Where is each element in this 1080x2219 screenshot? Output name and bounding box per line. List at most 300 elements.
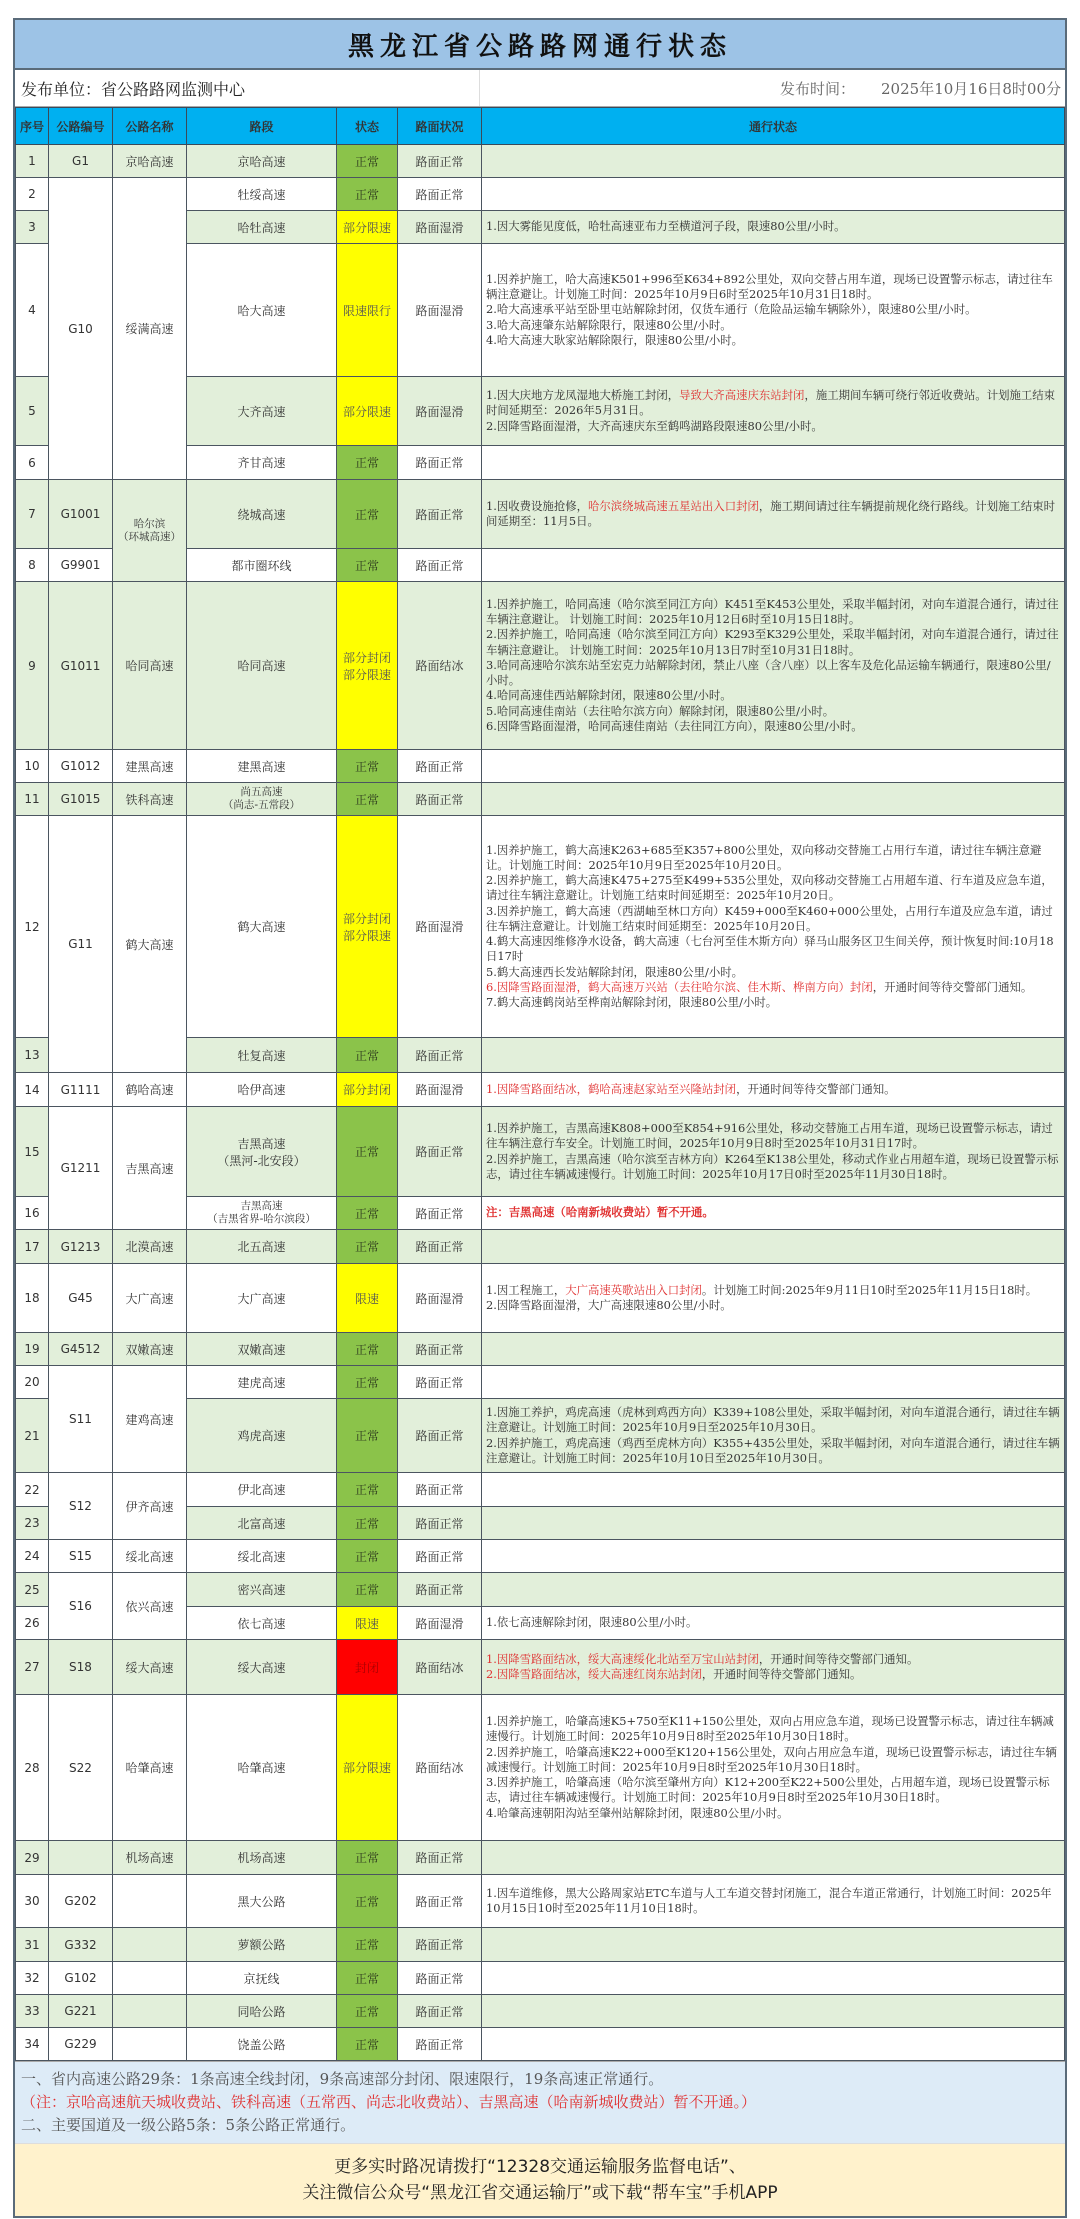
road-code: G10: [49, 178, 113, 480]
road-section: 绥北高速: [187, 1540, 337, 1573]
road-section: 大广高速: [187, 1264, 337, 1333]
road-section: 黑大公路: [187, 1875, 337, 1928]
status-badge: 正常: [337, 446, 398, 480]
road-section: 北五高速: [187, 1230, 337, 1264]
road-code: G221: [49, 1995, 113, 2028]
row-no: 26: [16, 1607, 49, 1640]
road-section: 绥大高速: [187, 1640, 337, 1695]
road-code: G1: [49, 145, 113, 178]
publish-info-row: [15, 70, 1065, 107]
road-section: 牡绥高速: [187, 178, 337, 211]
status-badge: 正常: [337, 1875, 398, 1928]
status-badge: 正常: [337, 1333, 398, 1366]
table-row: [16, 1695, 1065, 1841]
traffic-details: [482, 1473, 1065, 1507]
road-section: 京抚线: [187, 1962, 337, 1995]
col-header-surface: 路面状况: [398, 108, 482, 145]
road-section: 伊北高速: [187, 1473, 337, 1507]
road-section: 都市圈环线: [187, 549, 337, 582]
road-name: [113, 1962, 187, 1995]
status-badge: 正常: [337, 1573, 398, 1607]
row-no: 30: [16, 1875, 49, 1928]
table-row: [16, 1107, 1065, 1197]
road-section: 萝额公路: [187, 1928, 337, 1962]
closure-highlight: 哈尔滨绕城高速五星站出入口封闭: [588, 498, 759, 513]
status-badge: 正常: [337, 1230, 398, 1264]
row-no: 25: [16, 1573, 49, 1607]
road-code: G332: [49, 1928, 113, 1962]
road-name: 双嫩高速: [113, 1333, 187, 1366]
status-badge: 部分限速: [337, 377, 398, 446]
road-name: 绥大高速: [113, 1640, 187, 1695]
row-no: 11: [16, 783, 49, 816]
surface-condition: 路面结冰: [398, 1695, 482, 1841]
detail-item: 1.因养护施工，鹤大高速K263+685至K357+800公里处，双向移动交替施工占用行车道，请过往车辆注意避让。计划施工时间：2025年10月9日至2025年10月20日。: [486, 842, 1042, 873]
row-no: 34: [16, 2028, 49, 2061]
traffic-details: [482, 2028, 1065, 2061]
detail-item: 1.因收费设施抢修，哈尔滨绕城高速五星站出入口封闭，施工期间请过往车辆提前规化绕行路线。计划施工结束时间延期至：11月5日。: [486, 498, 1056, 528]
surface-condition: 路面正常: [398, 750, 482, 783]
report-title-bar: [15, 20, 1065, 70]
surface-condition: 路面湿滑: [398, 244, 482, 377]
table-row: [16, 1333, 1065, 1366]
detail-item: 1.因养护施工，哈肇高速K5+750至K11+150公里处，双向占用应急车道，现场已设置警示标志，请过往车辆减速慢行。计划施工时间：2025年10月9日8时至2025年10月30日18时。: [486, 1714, 1054, 1744]
road-name: 哈尔滨 （环城高速）: [113, 480, 187, 582]
table-row: [16, 1540, 1065, 1573]
road-name: 京哈高速: [113, 145, 187, 178]
surface-condition: 路面正常: [398, 1230, 482, 1264]
status-badge: 正常: [337, 178, 398, 211]
road-section: 大齐高速: [187, 377, 337, 446]
row-no: 6: [16, 446, 49, 480]
table-row: [16, 816, 1065, 1038]
road-name: 机场高速: [113, 1841, 187, 1875]
status-badge: 正常: [337, 1507, 398, 1540]
road-name: 伊齐高速: [113, 1473, 187, 1540]
footer-app: 关注微信公众号“黑龙江省交通运输厅”或下载“帮车宝”手机APP: [302, 2183, 778, 2203]
status-badge: 正常: [337, 1540, 398, 1573]
surface-condition: 路面湿滑: [398, 1607, 482, 1640]
traffic-details: [482, 1875, 1065, 1928]
road-code: G9901: [49, 549, 113, 582]
traffic-details: [482, 145, 1065, 178]
road-code: G4512: [49, 1333, 113, 1366]
surface-condition: 路面正常: [398, 1197, 482, 1230]
traffic-details: [482, 1107, 1065, 1197]
table-row: [16, 783, 1065, 816]
road-section: 吉黑高速 （黑河-北安段）: [187, 1107, 337, 1197]
status-badge: 正常: [337, 1473, 398, 1507]
status-badge: 部分限速: [337, 1695, 398, 1841]
table-row: [16, 1928, 1065, 1962]
detail-item: 2.因养护施工，哈肇高速K22+000至K120+156公里处，双向占用应急车道，现场已设置警示标志，请过往车辆减速慢行。计划施工时间：2025年10月9日8时至2025年10月30日18时。: [486, 1744, 1057, 1774]
status-badge: 正常: [337, 1995, 398, 2028]
row-no: 15: [16, 1107, 49, 1197]
table-row: [16, 1230, 1065, 1264]
road-code: G229: [49, 2028, 113, 2061]
closure-highlight: 导致大齐高速庆东站封闭: [679, 388, 805, 403]
road-code: G202: [49, 1875, 113, 1928]
road-section: 绕城高速: [187, 480, 337, 549]
surface-condition: 路面湿滑: [398, 816, 482, 1038]
road-section: 北富高速: [187, 1507, 337, 1540]
surface-condition: 路面正常: [398, 1841, 482, 1875]
detail-item: 3.因养护施工，鹤大高速（西湖岫至林口方向）K459+000至K460+000公里处，占用行车道及应急车道，请过往车辆注意避让。计划施工结束时间延期至：2025年10月20日。: [486, 903, 1053, 933]
publish-time-label: 发布时间：: [780, 79, 856, 98]
road-name: 绥北高速: [113, 1540, 187, 1573]
surface-condition: 路面湿滑: [398, 377, 482, 446]
table-row: [16, 2028, 1065, 2061]
row-no: 20: [16, 1366, 49, 1399]
closure-highlight: 1.因降雪路面结冰，鹤哈高速赵家站至兴隆站封闭: [486, 1081, 737, 1096]
row-no: 17: [16, 1230, 49, 1264]
traffic-details: [482, 211, 1065, 244]
traffic-details: [482, 1962, 1065, 1995]
status-badge: 部分限速: [337, 211, 398, 244]
detail-item: 1.因大庆地方龙凤湿地大桥施工封闭，导致大齐高速庆东站封闭，施工期间车辆可绕行邻近收费站。计划施工结束时间延期至：2026年5月31日。: [486, 388, 1056, 418]
road-section: 哈大高速: [187, 244, 337, 377]
road-code: G1001: [49, 480, 113, 549]
status-badge: 正常: [337, 1107, 398, 1197]
table-row: [16, 1962, 1065, 1995]
detail-item: 2.因养护施工，吉黑高速（哈尔滨至吉林方向）K264至K138公里处，移动式作业占用超车道，现场已设置警示标志，请过往车辆减速慢行。计划施工时间：2025年10月17日0时至2025年11月30日18时。: [486, 1151, 1059, 1181]
traffic-details: [482, 1197, 1065, 1230]
traffic-details: [482, 1073, 1065, 1107]
detail-item: 1.因降雪路面结冰，鹤哈高速赵家站至兴隆站封闭，开通时间等待交警部门通知。: [486, 1081, 896, 1096]
status-badge: 正常: [337, 480, 398, 549]
traffic-details: [482, 1640, 1065, 1695]
report-title: 黑龙江省公路路网通行状态: [347, 31, 732, 62]
detail-item: 7.鹤大高速鹤岗站至桦南站解除封闭，限速80公里/小时。: [486, 994, 778, 1009]
surface-condition: 路面正常: [398, 549, 482, 582]
table-row: [16, 1995, 1065, 2028]
table-row: [16, 1473, 1065, 1507]
surface-condition: 路面正常: [398, 1473, 482, 1507]
status-badge: 正常: [337, 1928, 398, 1962]
surface-condition: 路面正常: [398, 1995, 482, 2028]
road-name: 大广高速: [113, 1264, 187, 1333]
status-badge: 限速: [337, 1264, 398, 1333]
surface-condition: 路面湿滑: [398, 1073, 482, 1107]
road-section: 鹤大高速: [187, 816, 337, 1038]
road-code: G11: [49, 816, 113, 1073]
traffic-details: [482, 1928, 1065, 1962]
row-no: 23: [16, 1507, 49, 1540]
surface-condition: 路面正常: [398, 1875, 482, 1928]
road-code: S15: [49, 1540, 113, 1573]
road-code: [49, 1841, 113, 1875]
road-section: 吉黑高速 （吉黑省界-哈尔滨段）: [187, 1197, 337, 1230]
status-badge: 正常: [337, 750, 398, 783]
road-name: 北漠高速: [113, 1230, 187, 1264]
road-name: [113, 1875, 187, 1928]
detail-item: 2.因养护施工，鸡虎高速（鸡西至虎林方向）K355+435公里处，采取半幅封闭，对向车道混合通行，请过往车辆注意避让。计划施工时间：2025年10月10日至2025年10月30日。: [486, 1435, 1060, 1465]
road-section: 同哈公路: [187, 1995, 337, 2028]
detail-item: 2.哈大高速承平站至卧里屯站解除封闭，仅货车通行（危险品运输车辆除外），限速80公里/小时。: [486, 302, 977, 317]
road-section: 机场高速: [187, 1841, 337, 1875]
summary-note: （注：京哈高速航天城收费站、铁科高速（五常西、尚志北收费站）、吉黑高速（哈南新城收费站）暂不开通。）: [21, 2093, 757, 2111]
surface-condition: 路面正常: [398, 480, 482, 549]
col-header-traffic: 通行状态: [482, 108, 1065, 145]
surface-condition: 路面正常: [398, 1333, 482, 1366]
publish-time-value: 2025年10月16日8时00分: [881, 79, 1061, 98]
closure-highlight: 大广高速英歌站出入口封闭: [565, 1282, 702, 1297]
detail-item: 1.因大雾能见度低，哈牡高速亚布力至横道河子段，限速80公里/小时。: [486, 219, 846, 234]
road-section: 饶盖公路: [187, 2028, 337, 2061]
road-status-report: [13, 18, 1067, 2218]
row-no: 16: [16, 1197, 49, 1230]
road-section: 京哈高速: [187, 145, 337, 178]
status-badge: 封闭: [337, 1640, 398, 1695]
closure-highlight: 6.因降雪路面湿滑，鹤大高速万兴站（去往哈尔滨、佳木斯、桦南方向）封闭: [486, 979, 873, 994]
row-no: 27: [16, 1640, 49, 1695]
status-badge: 部分封闭 部分限速: [337, 582, 398, 750]
road-name: 鹤哈高速: [113, 1073, 187, 1107]
closure-highlight: 2.因降雪路面结冰，绥大高速红岗东站封闭: [486, 1667, 702, 1681]
road-code: G1011: [49, 582, 113, 750]
detail-item: 2.因降雪路面湿滑，大齐高速庆东至鹤鸣湖路段限速80公里/小时。: [486, 418, 823, 433]
status-badge: 部分封闭: [337, 1073, 398, 1107]
detail-item: 3.哈同高速哈尔滨东站至宏克力站解除封闭，禁止八座（含八座）以上客车及危化品运输车辆通行，限速80公里/小时。: [486, 657, 1051, 688]
detail-item: 3.哈大高速肇东站解除限行，限速80公里/小时。: [486, 317, 732, 332]
surface-condition: 路面正常: [398, 178, 482, 211]
surface-condition: 路面正常: [398, 1366, 482, 1399]
row-no: 13: [16, 1038, 49, 1073]
status-badge: 正常: [337, 145, 398, 178]
detail-item: 2.因养护施工，鹤大高速K475+275至K499+535公里处，双向移动交替施工占用超车道、行车道及应急车道，请过往车辆注意避让。计划施工结束时间延期至：2025年10月20日。: [486, 873, 1053, 903]
detail-item: 2.因降雪路面湿滑，大广高速限速80公里/小时。: [486, 1298, 732, 1312]
traffic-details: [482, 549, 1065, 582]
status-badge: 正常: [337, 1841, 398, 1875]
surface-condition: 路面正常: [398, 1507, 482, 1540]
publisher: 发布单位：省公路路网监测中心: [15, 70, 480, 106]
traffic-details: [482, 1507, 1065, 1540]
table-row: [16, 1841, 1065, 1875]
road-code: G1111: [49, 1073, 113, 1107]
table-row: [16, 582, 1065, 750]
surface-condition: 路面正常: [398, 1962, 482, 1995]
road-code: G45: [49, 1264, 113, 1333]
traffic-details: [482, 446, 1065, 480]
surface-condition: 路面湿滑: [398, 211, 482, 244]
road-status-table: [15, 107, 1065, 2061]
road-code: S22: [49, 1695, 113, 1841]
table-row: [16, 1366, 1065, 1399]
row-no: 9: [16, 582, 49, 750]
status-badge: 部分封闭 部分限速: [337, 816, 398, 1038]
road-section: 依七高速: [187, 1607, 337, 1640]
road-section: 建黑高速: [187, 750, 337, 783]
row-no: 24: [16, 1540, 49, 1573]
row-no: 29: [16, 1841, 49, 1875]
status-badge: 正常: [337, 1366, 398, 1399]
surface-condition: 路面结冰: [398, 582, 482, 750]
row-no: 33: [16, 1995, 49, 2028]
road-section: 密兴高速: [187, 1573, 337, 1607]
detail-item: 4.哈肇高速朝阳沟站至肇州站解除封闭，限速80公里/小时。: [486, 1805, 789, 1820]
road-section: 齐甘高速: [187, 446, 337, 480]
row-no: 21: [16, 1399, 49, 1473]
surface-condition: 路面正常: [398, 1038, 482, 1073]
table-row: [16, 750, 1065, 783]
road-name: 绥满高速: [113, 178, 187, 480]
footer-hotline: 更多实时路况请拨打“12328交通运输服务监督电话”、: [334, 2157, 746, 2177]
detail-item: 1.因工程施工，大广高速英歌站出入口封闭。计划施工时间:2025年9月11日10时至2025年11月15日18时。: [486, 1282, 1038, 1297]
road-code: S16: [49, 1573, 113, 1640]
row-no: 31: [16, 1928, 49, 1962]
traffic-details: [482, 1695, 1065, 1841]
status-badge: 正常: [337, 783, 398, 816]
table-row: [16, 1264, 1065, 1333]
road-name: [113, 1995, 187, 2028]
table-row: [16, 1073, 1065, 1107]
row-no: 4: [16, 244, 49, 377]
table-row: [16, 1875, 1065, 1928]
road-name: [113, 1928, 187, 1962]
row-no: 19: [16, 1333, 49, 1366]
row-no: 14: [16, 1073, 49, 1107]
road-section: 双嫩高速: [187, 1333, 337, 1366]
col-header-status: 状态: [337, 108, 398, 145]
detail-item: 1.因养护施工，哈同高速（哈尔滨至同江方向）K451至K453公里处，采取半幅封闭，对向车道混合通行，请过往车辆注意避让。 计划施工时间：2025年10月12日6时至10月15日18时。: [486, 597, 1059, 627]
traffic-details: [482, 244, 1065, 377]
detail-item: 1.依七高速解除封闭，限速80公里/小时。: [486, 1615, 698, 1630]
publish-time: [480, 78, 1065, 99]
status-badge: 正常: [337, 1197, 398, 1230]
status-badge: 正常: [337, 1962, 398, 1995]
traffic-details: [482, 377, 1065, 446]
row-no: 3: [16, 211, 49, 244]
road-section: 哈同高速: [187, 582, 337, 750]
traffic-details: [482, 1038, 1065, 1073]
traffic-details: [482, 1573, 1065, 1607]
road-name: 哈肇高速: [113, 1695, 187, 1841]
row-no: 1: [16, 145, 49, 178]
summary-national-roads: 二、主要国道及一级公路5条：5条公路正常通行。: [21, 2116, 356, 2134]
road-name: [113, 2028, 187, 2061]
surface-condition: 路面正常: [398, 1928, 482, 1962]
road-name: 哈同高速: [113, 582, 187, 750]
status-badge: 正常: [337, 549, 398, 582]
road-name: 建鸡高速: [113, 1366, 187, 1473]
table-row: [16, 145, 1065, 178]
status-badge: 正常: [337, 1399, 398, 1473]
col-header-code: 公路编号: [49, 108, 113, 145]
surface-condition: 路面正常: [398, 783, 482, 816]
traffic-details: [482, 1399, 1065, 1473]
detail-item: 2.因降雪路面结冰，绥大高速红岗东站封闭，开通时间等待交警部门通知。: [486, 1667, 862, 1681]
table-row: [16, 1640, 1065, 1695]
detail-item: 1.因施工养护，鸡虎高速（虎林到鸡西方向）K339+108公里处，采取半幅封闭，对向车道混合通行，请过往车辆注意避让。计划施工时间：2025年10月9日至2025年10月30日。: [486, 1405, 1060, 1435]
road-section: 鸡虎高速: [187, 1399, 337, 1473]
detail-item: 6.因降雪路面湿滑，鹤大高速万兴站（去往哈尔滨、佳木斯、桦南方向）封闭，开通时间等待交警部门通知。: [486, 979, 1033, 994]
traffic-details: [482, 1366, 1065, 1399]
road-name: 鹤大高速: [113, 816, 187, 1073]
detail-item: 4.鹤大高速因维修净水设备，鹤大高速（七台河至佳木斯方向）驿马山服务区卫生间关停，预计恢复时间:10月18日17时: [486, 934, 1054, 964]
road-section: 牡复高速: [187, 1038, 337, 1073]
detail-item: 1.因车道维修，黑大公路周家站ETC车道与人工车道交替封闭施工，混合车道正常通行，计划施工时间：2025年10月15日10时至2025年11月10日18时。: [486, 1885, 1052, 1915]
road-code: S12: [49, 1473, 113, 1540]
road-name: 依兴高速: [113, 1573, 187, 1640]
road-section: 尚五高速 （尚志-五常段）: [187, 783, 337, 816]
detail-item: 1.因降雪路面结冰，绥大高速绥化北站至万宝山站封闭，开通时间等待交警部门通知。: [486, 1651, 919, 1666]
surface-condition: 路面正常: [398, 2028, 482, 2061]
road-code: G102: [49, 1962, 113, 1995]
traffic-details: [482, 582, 1065, 750]
row-no: 32: [16, 1962, 49, 1995]
road-section: 哈肇高速: [187, 1695, 337, 1841]
table-row: [16, 1573, 1065, 1607]
row-no: 10: [16, 750, 49, 783]
detail-item: 6.因降雪路面湿滑，哈同高速佳南站（去往同江方向），限速80公里/小时。: [486, 718, 863, 733]
surface-condition: 路面结冰: [398, 1640, 482, 1695]
row-no: 18: [16, 1264, 49, 1333]
row-no: 5: [16, 377, 49, 446]
traffic-details: [482, 816, 1065, 1038]
row-no: 2: [16, 178, 49, 211]
traffic-details: [482, 1995, 1065, 2028]
table-row: [16, 480, 1065, 549]
traffic-details: [482, 1230, 1065, 1264]
road-name: 铁科高速: [113, 783, 187, 816]
summary-section: [15, 2061, 1065, 2143]
road-code: G1213: [49, 1230, 113, 1264]
row-no: 12: [16, 816, 49, 1038]
status-badge: 正常: [337, 2028, 398, 2061]
surface-condition: 路面正常: [398, 145, 482, 178]
summary-highways: 一、省内高速公路29条：1条高速全线封闭，9条高速部分封闭、限速限行，19条高速正常通行。: [21, 2070, 664, 2088]
traffic-details: [482, 1540, 1065, 1573]
surface-condition: 路面正常: [398, 1399, 482, 1473]
road-section: 哈牡高速: [187, 211, 337, 244]
row-no: 28: [16, 1695, 49, 1841]
status-badge: 限速: [337, 1607, 398, 1640]
status-badge: 正常: [337, 1038, 398, 1073]
detail-item: 1.因养护施工，吉黑高速K808+000至K854+916公里处，移动交替施工占用车道，现场已设置警示标志，请过往车辆注意行车安全。计划施工时间，2025年10月9日8时至2025年10月31日17时。: [486, 1121, 1053, 1151]
row-no: 7: [16, 480, 49, 549]
road-name: 吉黑高速: [113, 1107, 187, 1230]
road-code: S11: [49, 1366, 113, 1473]
traffic-details: [482, 1264, 1065, 1333]
surface-condition: 路面正常: [398, 1573, 482, 1607]
traffic-details: [482, 750, 1065, 783]
road-section: 哈伊高速: [187, 1073, 337, 1107]
road-code: G1211: [49, 1107, 113, 1230]
row-no: 8: [16, 549, 49, 582]
table-row: [16, 178, 1065, 211]
surface-condition: 路面正常: [398, 1107, 482, 1197]
detail-item: 5.哈同高速佳南站（去往哈尔滨方向）解除封闭，限速80公里/小时。: [486, 703, 835, 718]
detail-item: 1.因养护施工，哈大高速K501+996至K634+892公里处，双向交替占用车道，现场已设置警示标志，请过往车辆注意避让。计划施工时间：2025年10月9日6时至2025年10月31日18时。: [486, 271, 1053, 302]
traffic-details: [482, 783, 1065, 816]
detail-item: 4.哈同高速佳西站解除封闭，限速80公里/小时。: [486, 688, 732, 703]
traffic-details: [482, 178, 1065, 211]
surface-condition: 路面湿滑: [398, 1264, 482, 1333]
surface-condition: 路面正常: [398, 446, 482, 480]
table-header-row: [16, 108, 1065, 145]
row-no: 22: [16, 1473, 49, 1507]
road-section: 建虎高速: [187, 1366, 337, 1399]
road-code: G1012: [49, 750, 113, 783]
detail-item: 4.哈大高速大耿家站解除限行，限速80公里/小时。: [486, 332, 744, 347]
detail-item: 3.因养护施工，哈肇高速（哈尔滨至肇州方向）K12+200至K22+500公里处，占用超车道，现场已设置警示标志，请过往车辆减速慢行。计划施工时间：2025年10月9日8时至2025年10月30日18时。: [486, 1775, 1050, 1805]
col-header-name: 公路名称: [113, 108, 187, 145]
road-code: G1015: [49, 783, 113, 816]
surface-condition: 路面正常: [398, 1540, 482, 1573]
closure-highlight: 1.因降雪路面结冰，绥大高速绥化北站至万宝山站封闭: [486, 1651, 759, 1666]
col-header-section: 路段: [187, 108, 337, 145]
road-code: S18: [49, 1640, 113, 1695]
